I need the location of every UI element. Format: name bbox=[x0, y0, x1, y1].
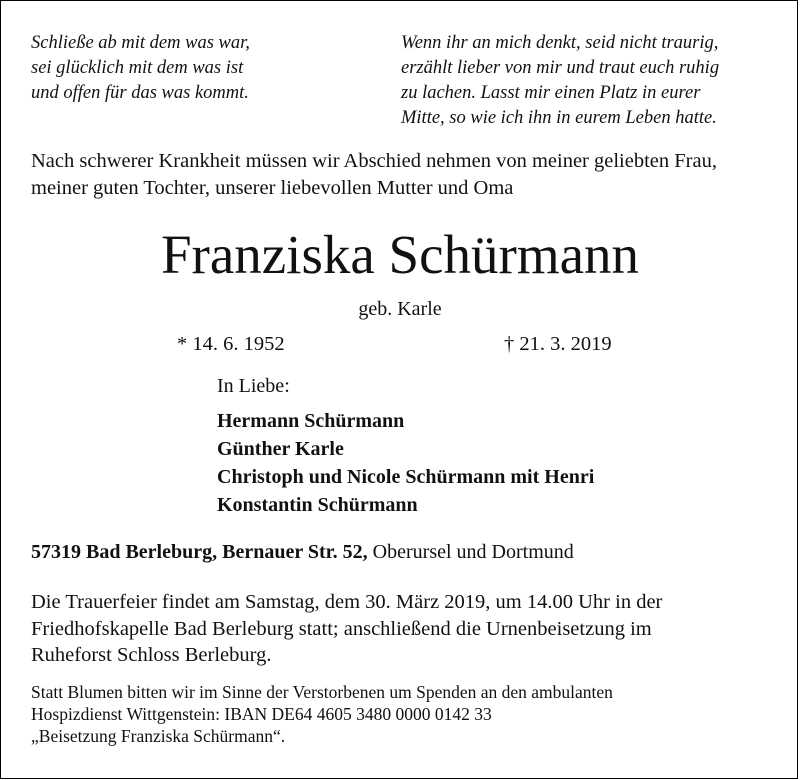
poem-right bbox=[401, 31, 781, 131]
poem-left bbox=[31, 31, 361, 106]
donation-info bbox=[31, 681, 791, 747]
intro-text bbox=[31, 148, 781, 202]
poem-right-line: Wenn ihr an mich denkt, seid nicht traurig, bbox=[401, 33, 719, 53]
address-secondary: Oberursel und Dortmund bbox=[367, 541, 574, 563]
address-primary: 57319 Bad Berleburg, Bernauer Str. 52, bbox=[31, 541, 368, 563]
address-line bbox=[31, 539, 791, 565]
in-love-label: In Liebe: bbox=[217, 375, 290, 397]
poem-right-line: erzählt lieber von mir und traut euch ruhig bbox=[401, 58, 720, 78]
service-line: Die Trauerfeier findet am Samstag, dem 30. März 2019, um 14.00 Uhr in der bbox=[31, 591, 663, 613]
poem-left-line: Schließe ab mit dem was war, bbox=[31, 33, 250, 53]
intro-line: meiner guten Tochter, unserer liebevollen Mutter und Oma bbox=[31, 177, 514, 199]
donation-line: „Beisetzung Franziska Schürmann“. bbox=[31, 726, 286, 746]
poem-right-line: Mitte, so wie ich ihn in eurem Leben hatte. bbox=[401, 108, 717, 128]
poem-left-line: sei glücklich mit dem was ist bbox=[31, 58, 244, 78]
maiden-name: geb. Karle bbox=[358, 298, 442, 320]
death-date: † 21. 3. 2019 bbox=[504, 333, 612, 355]
mourner-name: Christoph und Nicole Schürmann mit Henri bbox=[217, 466, 595, 488]
donation-line: Hospizdienst Wittgenstein: IBAN DE64 4605 3480 0000 0142 33 bbox=[31, 704, 492, 724]
mourner-name: Günther Karle bbox=[217, 438, 344, 460]
mourners-list bbox=[217, 407, 594, 519]
service-line: Ruheforst Schloss Berleburg. bbox=[31, 644, 272, 666]
service-info bbox=[31, 589, 781, 669]
birth-date: * 14. 6. 1952 bbox=[177, 333, 285, 355]
mourner-name: Konstantin Schürmann bbox=[217, 494, 418, 516]
poem-right-line: zu lachen. Lasst mir einen Platz in eurer bbox=[401, 83, 701, 103]
deceased-name: Franziska Schürmann bbox=[160, 224, 640, 285]
poem-left-line: und offen für das was kommt. bbox=[31, 83, 249, 103]
service-line: Friedhofskapelle Bad Berleburg statt; anschließend die Urnenbeisetzung im bbox=[31, 617, 652, 640]
mourner-name: Hermann Schürmann bbox=[217, 410, 405, 432]
intro-line: Nach schwerer Krankheit müssen wir Abschied nehmen von meiner geliebten Frau, bbox=[31, 150, 717, 172]
donation-line: Statt Blumen bitten wir im Sinne der Verstorbenen um Spenden an den ambulanten bbox=[31, 682, 613, 702]
